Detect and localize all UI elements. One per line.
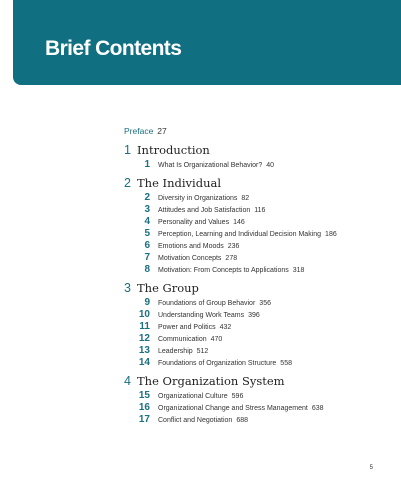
part-number: 3	[124, 281, 131, 295]
preface-label: Preface	[124, 126, 154, 136]
part-number: 4	[124, 374, 131, 388]
chapter-number: 11	[139, 321, 150, 332]
chapter-title: Organizational Culture	[158, 393, 228, 400]
chapter-page: 186	[325, 231, 337, 238]
chapter-entry[interactable]	[124, 192, 394, 204]
chapter-page: 432	[219, 324, 232, 331]
chapter-number: 13	[138, 345, 150, 356]
chapter-title: Organizational Change and Stress Management	[158, 405, 308, 412]
chapter-entry[interactable]	[124, 402, 394, 414]
chapter-page: 396	[248, 312, 260, 319]
chapter-number: 14	[138, 357, 150, 368]
part-number: 2	[124, 176, 131, 190]
chapter-title: Perception, Learning and Individual Decision Making	[158, 231, 322, 238]
chapter-page: 470	[210, 336, 223, 343]
chapter-number: 6	[144, 240, 150, 251]
chapter-page: 512	[196, 348, 209, 355]
part-title: The Organization System	[137, 374, 285, 388]
parts-list	[124, 142, 394, 426]
part-title: The Individual	[137, 176, 222, 190]
page-title: Brief Contents	[45, 37, 182, 60]
chapter-title: Foundations of Organization Structure	[158, 360, 277, 367]
chapter-title: Motivation Concepts	[158, 255, 222, 262]
chapter-title: Personality and Values	[158, 219, 230, 226]
chapter-entry[interactable]	[124, 159, 394, 171]
chapter-number: 17	[138, 414, 150, 425]
chapter-list	[124, 192, 394, 276]
chapter-number: 8	[144, 264, 150, 275]
part-title: The Group	[137, 281, 199, 295]
part-heading[interactable]	[124, 280, 394, 297]
chapter-number: 1	[144, 159, 150, 170]
chapter-title: Conflict and Negotiation	[158, 417, 233, 424]
chapter-number: 15	[138, 390, 150, 401]
chapter-entry[interactable]	[124, 240, 394, 252]
header-banner	[13, 0, 401, 85]
part-number: 1	[124, 143, 131, 157]
chapter-list	[124, 159, 394, 171]
chapter-entry[interactable]	[124, 204, 394, 216]
chapter-list	[124, 297, 394, 369]
chapter-number: 2	[144, 192, 150, 203]
chapter-page: 278	[225, 255, 238, 262]
chapter-title: Communication	[158, 336, 207, 343]
part-heading[interactable]	[124, 142, 394, 159]
chapter-number: 5	[144, 228, 150, 239]
chapter-title: Diversity in Organizations	[158, 195, 238, 202]
part-heading[interactable]	[124, 373, 394, 390]
chapter-page: 356	[259, 300, 271, 307]
chapter-page: 558	[280, 360, 292, 367]
chapter-title: Understanding Work Teams	[158, 312, 245, 319]
chapter-number: 3	[144, 204, 150, 215]
chapter-title: Power and Politics	[158, 324, 216, 331]
chapter-title: What Is Organizational Behavior?	[158, 162, 263, 169]
chapter-page: 318	[292, 267, 305, 274]
chapter-title: Attitudes and Job Satisfaction	[158, 207, 251, 214]
chapter-title: Leadership	[158, 348, 193, 355]
chapter-page: 146	[233, 219, 245, 226]
table-of-contents	[124, 124, 394, 430]
page-number: 5	[369, 465, 373, 471]
chapter-title: Foundations of Group Behavior	[158, 300, 256, 307]
chapter-page: 82	[241, 195, 250, 202]
chapter-page: 638	[311, 405, 324, 412]
chapter-entry[interactable]	[124, 390, 394, 402]
chapter-number: 10	[138, 309, 150, 320]
chapter-page: 40	[266, 162, 275, 169]
chapter-number: 9	[144, 297, 150, 308]
part-title: Introduction	[137, 143, 210, 157]
chapter-entry[interactable]	[124, 309, 394, 321]
chapter-page: 688	[236, 417, 249, 424]
chapter-entry[interactable]	[124, 357, 394, 369]
chapter-entry[interactable]	[124, 321, 394, 333]
preface-entry[interactable]	[124, 124, 394, 138]
chapter-page: 596	[231, 393, 244, 400]
preface-page: 27	[157, 126, 167, 136]
chapter-page: 236	[227, 243, 240, 250]
chapter-entry[interactable]	[124, 252, 394, 264]
chapter-title: Emotions and Moods	[158, 243, 224, 250]
chapter-number: 7	[144, 252, 150, 263]
part-heading[interactable]	[124, 175, 394, 192]
chapter-entry[interactable]	[124, 216, 394, 228]
chapter-number: 16	[138, 402, 150, 413]
chapter-entry[interactable]	[124, 297, 394, 309]
chapter-title: Motivation: From Concepts to Applications	[158, 267, 289, 274]
chapter-number: 12	[138, 333, 150, 344]
chapter-page: 116	[254, 207, 266, 214]
chapter-list	[124, 390, 394, 426]
chapter-entry[interactable]	[124, 264, 394, 276]
chapter-number: 4	[144, 216, 150, 227]
chapter-entry[interactable]	[124, 333, 394, 345]
chapter-entry[interactable]	[124, 345, 394, 357]
chapter-entry[interactable]	[124, 414, 394, 426]
chapter-entry[interactable]	[124, 228, 394, 240]
